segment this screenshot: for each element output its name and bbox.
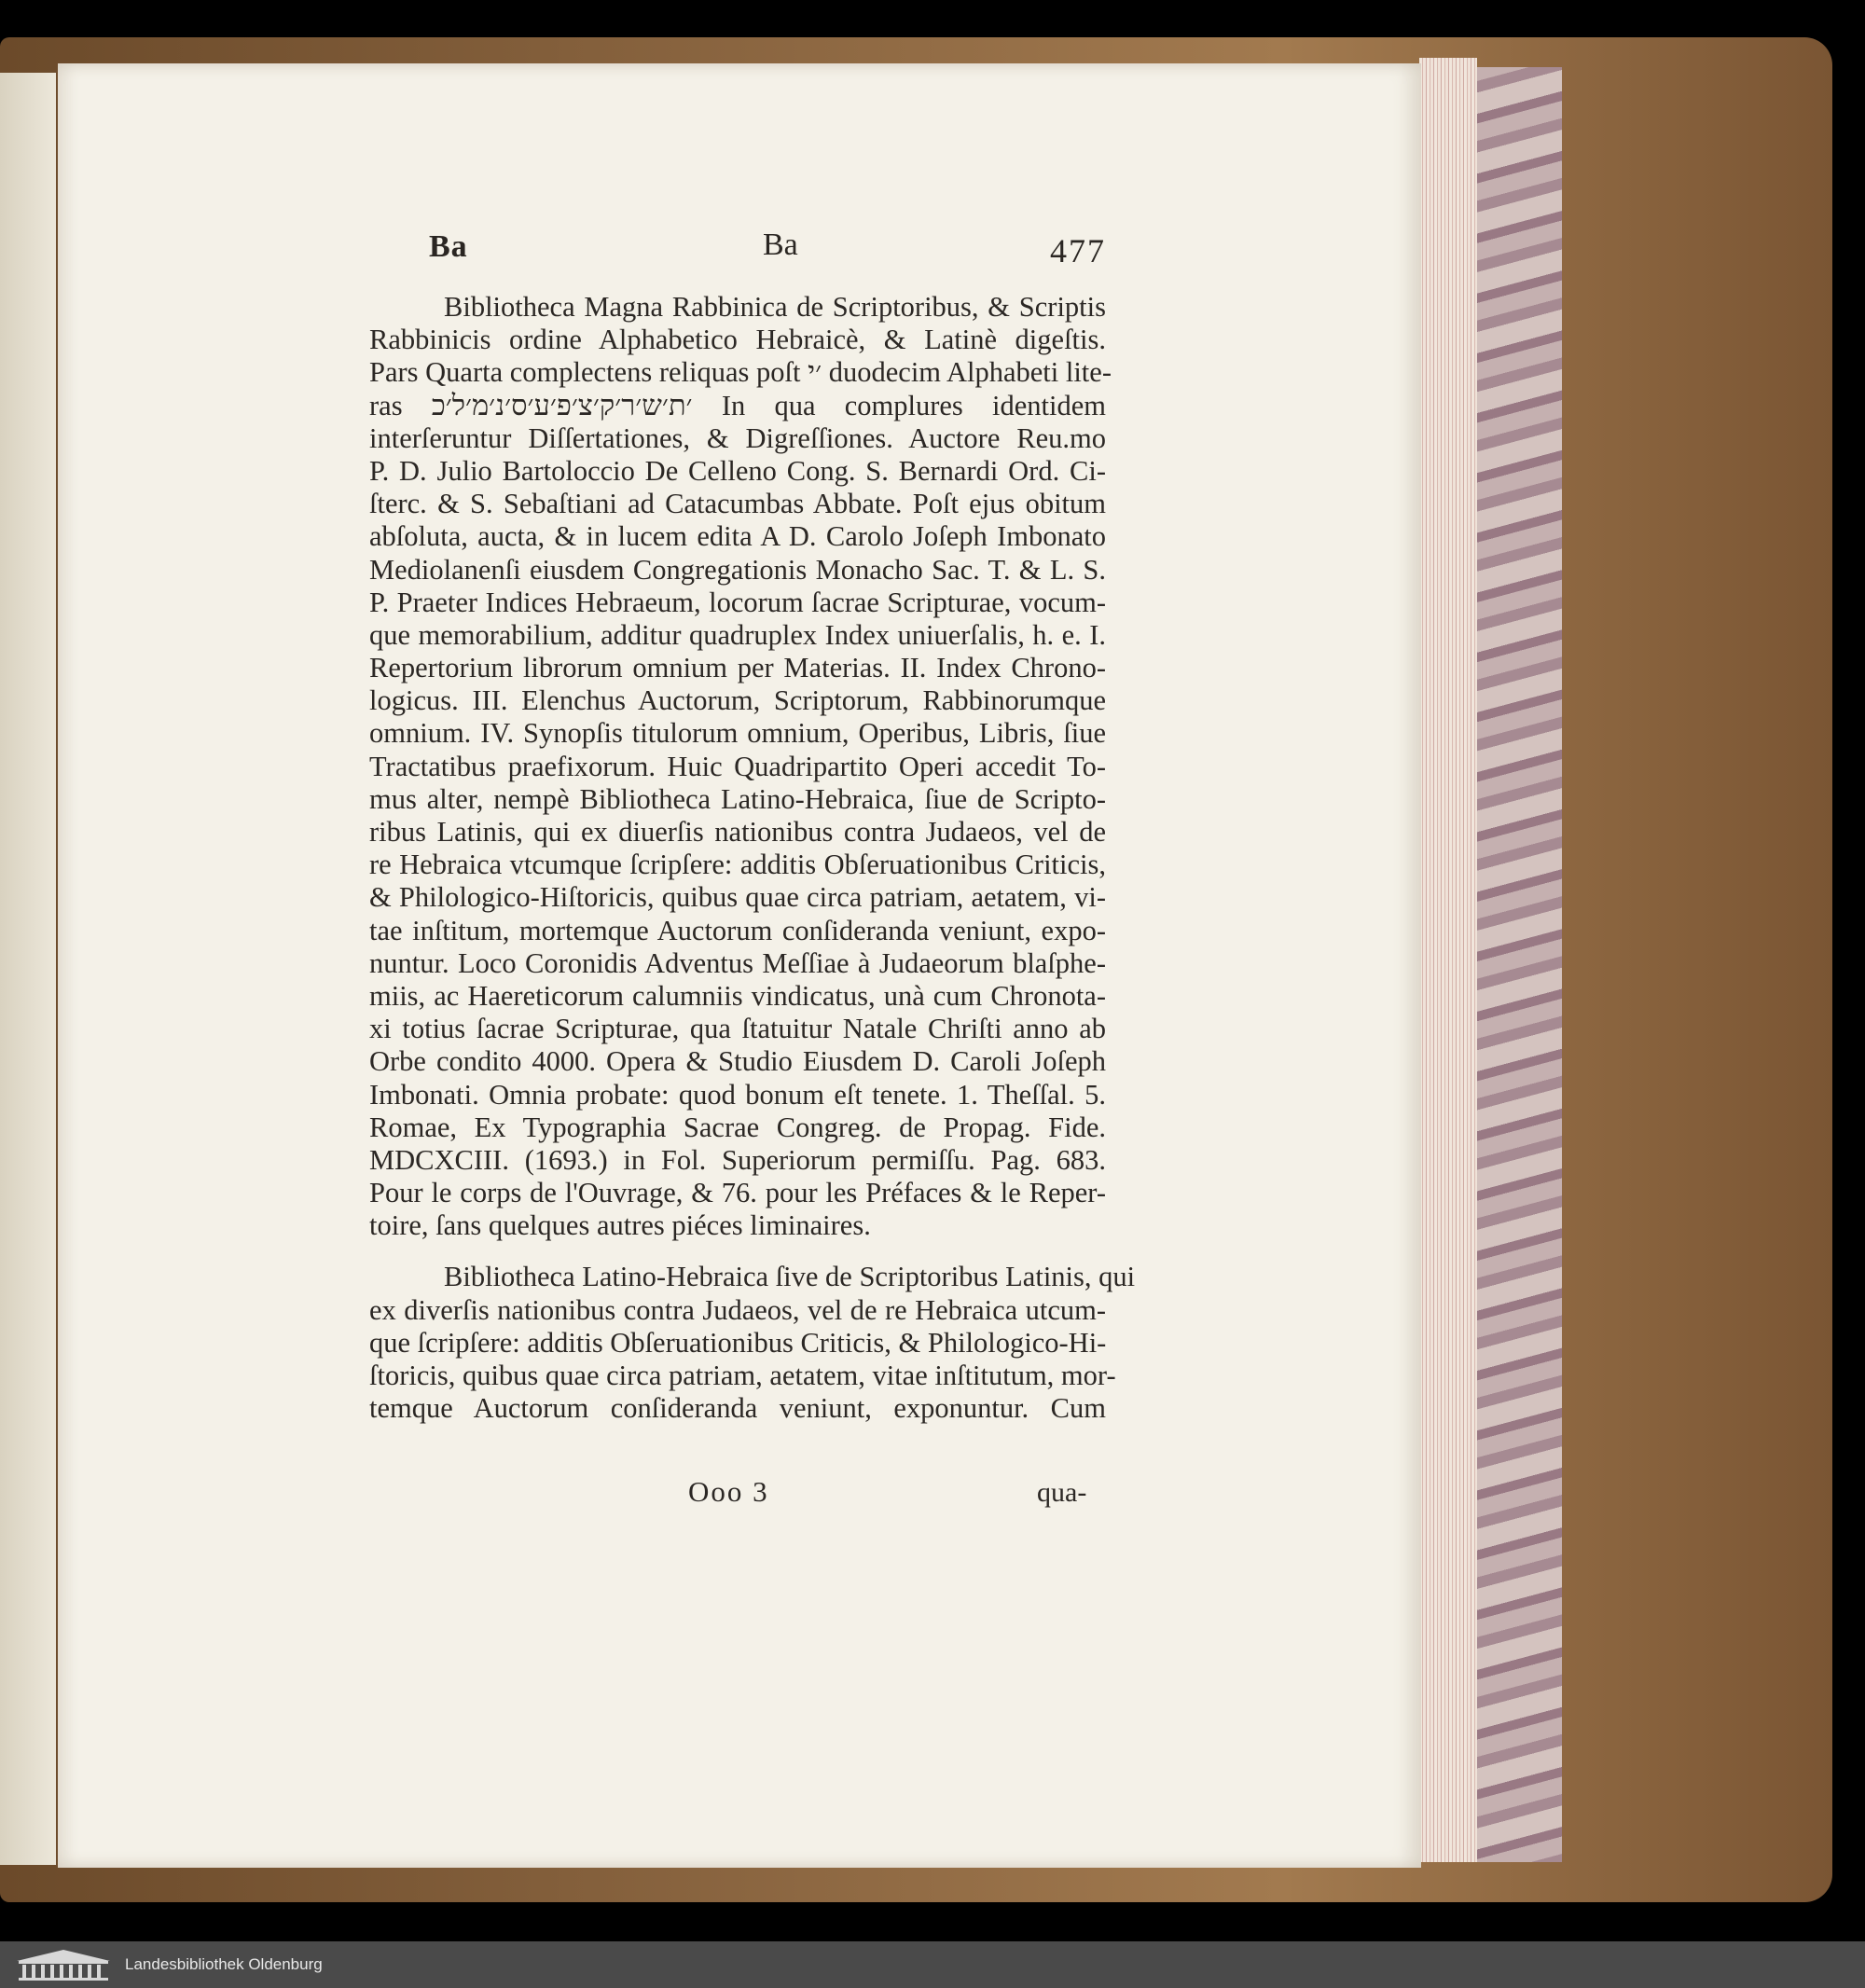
text-line: Repertorium librorum omnium per Materias. II. Index Chrono- — [369, 652, 1106, 684]
page-edges — [1419, 58, 1477, 1862]
text-line: tae inſtitum, mortemque Auctorum conſideranda veniunt, expo- — [369, 914, 1106, 946]
library-name: Landesbibliothek Oldenburg — [125, 1955, 323, 1973]
running-head — [369, 173, 1106, 276]
text-line: abſoluta, aucta, & in lucem edita A D. Carolo Joſeph Imbonato — [369, 520, 1106, 553]
text-line: Pars Quarta complectens reliquas poſt ׳י duodecim Alphabeti lite- — [369, 356, 1112, 389]
bibliography-entry — [369, 1261, 1136, 1425]
text-line: P. Praeter Indices Hebraeum, locorum ſacrae Scripturae, vocum- — [369, 586, 1106, 618]
bibliography-entry — [369, 291, 1112, 1242]
text-line: Orbe condito 4000. Opera & Studio Eiusdem D. Caroli Joſeph — [369, 1045, 1106, 1078]
text-line: nuntur. Loco Coronidis Adventus Meſſiae à Judaeorum blaſphe- — [369, 946, 1106, 979]
marbled-endpaper — [1464, 67, 1562, 1862]
text-block — [369, 291, 1136, 1425]
text-line: xi totius ſacrae Scripturae, qua ſtatuitur Natale Chriſti anno ab — [369, 1013, 1106, 1045]
running-head-left: Ba — [429, 229, 468, 264]
signature-mark: Ooo 3 — [688, 1475, 769, 1508]
text-line: ex diverſis nationibus contra Judaeos, vel de re Hebraica utcum- — [369, 1293, 1106, 1326]
text-line: que ſcripſere: additis Obſeruationibus Criticis, & Philologico-Hi- — [369, 1326, 1107, 1359]
text-line: Tractatibus praefixorum. Huic Quadripartito Operi accedit To- — [369, 750, 1106, 782]
left-page-edge — [0, 73, 56, 1865]
text-line: ras ׳ת׳ש׳ר׳ק׳צ׳פ׳ע׳ס׳נ׳מ׳ל׳כ In qua complures identidem — [369, 389, 1106, 421]
text-line: toire, ſans quelques autres piéces liminaires. — [369, 1209, 871, 1242]
text-line: que memorabilium, additur quadruplex Index uniuerſalis, h. e. I. — [369, 618, 1106, 651]
text-line: Rabbinicis ordine Alphabetico Hebraicè, & Latinè digeſtis. — [369, 324, 1106, 356]
text-line: & Philologico-Hiſtoricis, quibus quae circa patriam, aetatem, vi- — [369, 881, 1106, 914]
text-line: re Hebraica vtcumque ſcripſere: additis Obſeruationibus Criticis, — [369, 849, 1106, 881]
text-line: logicus. III. Elenchus Auctorum, Scriptorum, Rabbinorumque — [369, 684, 1106, 717]
text-line: Bibliotheca Magna Rabbinica de Scriptoribus, & Scriptis — [444, 291, 1106, 323]
page-number: 477 — [1050, 232, 1106, 269]
text-line: temque Auctorum conſideranda veniunt, exponuntur. Cum — [369, 1392, 1106, 1425]
text-line: ribus Latinis, qui ex diuerſis nationibus contra Judaeos, vel de — [369, 816, 1106, 848]
catchword: qua- — [1037, 1477, 1087, 1508]
text-line: interſeruntur Diſſertationes, & Digreſſiones. Auctore Reu.mo — [369, 421, 1106, 454]
text-line: Romae, Ex Typographia Sacrae Congreg. de Propag. Fide. — [369, 1111, 1106, 1143]
running-head-center: Ba — [763, 228, 798, 262]
text-line: Bibliotheca Latino-Hebraica ſive de Scriptoribus Latinis, qui — [444, 1261, 1136, 1293]
text-line: MDCXCIII. (1693.) in Fol. Superiorum permiſſu. Pag. 683. — [369, 1143, 1106, 1176]
text-line: mus alter, nempè Bibliotheca Latino-Hebraica, ſiue de Scripto- — [369, 782, 1106, 815]
library-footer-bar — [0, 1941, 1865, 1988]
library-building-icon — [13, 1948, 114, 1981]
text-line: omnium. IV. Synopſis titulorum omnium, Operibus, Libris, ſiue — [369, 717, 1106, 750]
text-line: Pour le corps de l'Ouvrage, & 76. pour les Préfaces & le Reper- — [369, 1177, 1106, 1209]
text-line: ſterc. & S. Sebaſtiani ad Catacumbas Abbate. Poſt ejus obitum — [369, 488, 1106, 520]
text-line: P. D. Julio Bartoloccio De Celleno Cong. S. Bernardi Ord. Ci- — [369, 454, 1106, 487]
text-line: miis, ac Haereticorum calumniis vindicatus, unà cum Chronota- — [369, 979, 1106, 1012]
text-line: ſtoricis, quibus quae circa patriam, aetatem, vitae inſtitutum, mor- — [369, 1360, 1116, 1391]
text-line: Mediolanenſi eiusdem Congregationis Monacho Sac. T. & L. S. — [369, 553, 1106, 586]
text-line: Imbonati. Omnia probate: quod bonum eſt tenete. 1. Theſſal. 5. — [369, 1078, 1106, 1111]
